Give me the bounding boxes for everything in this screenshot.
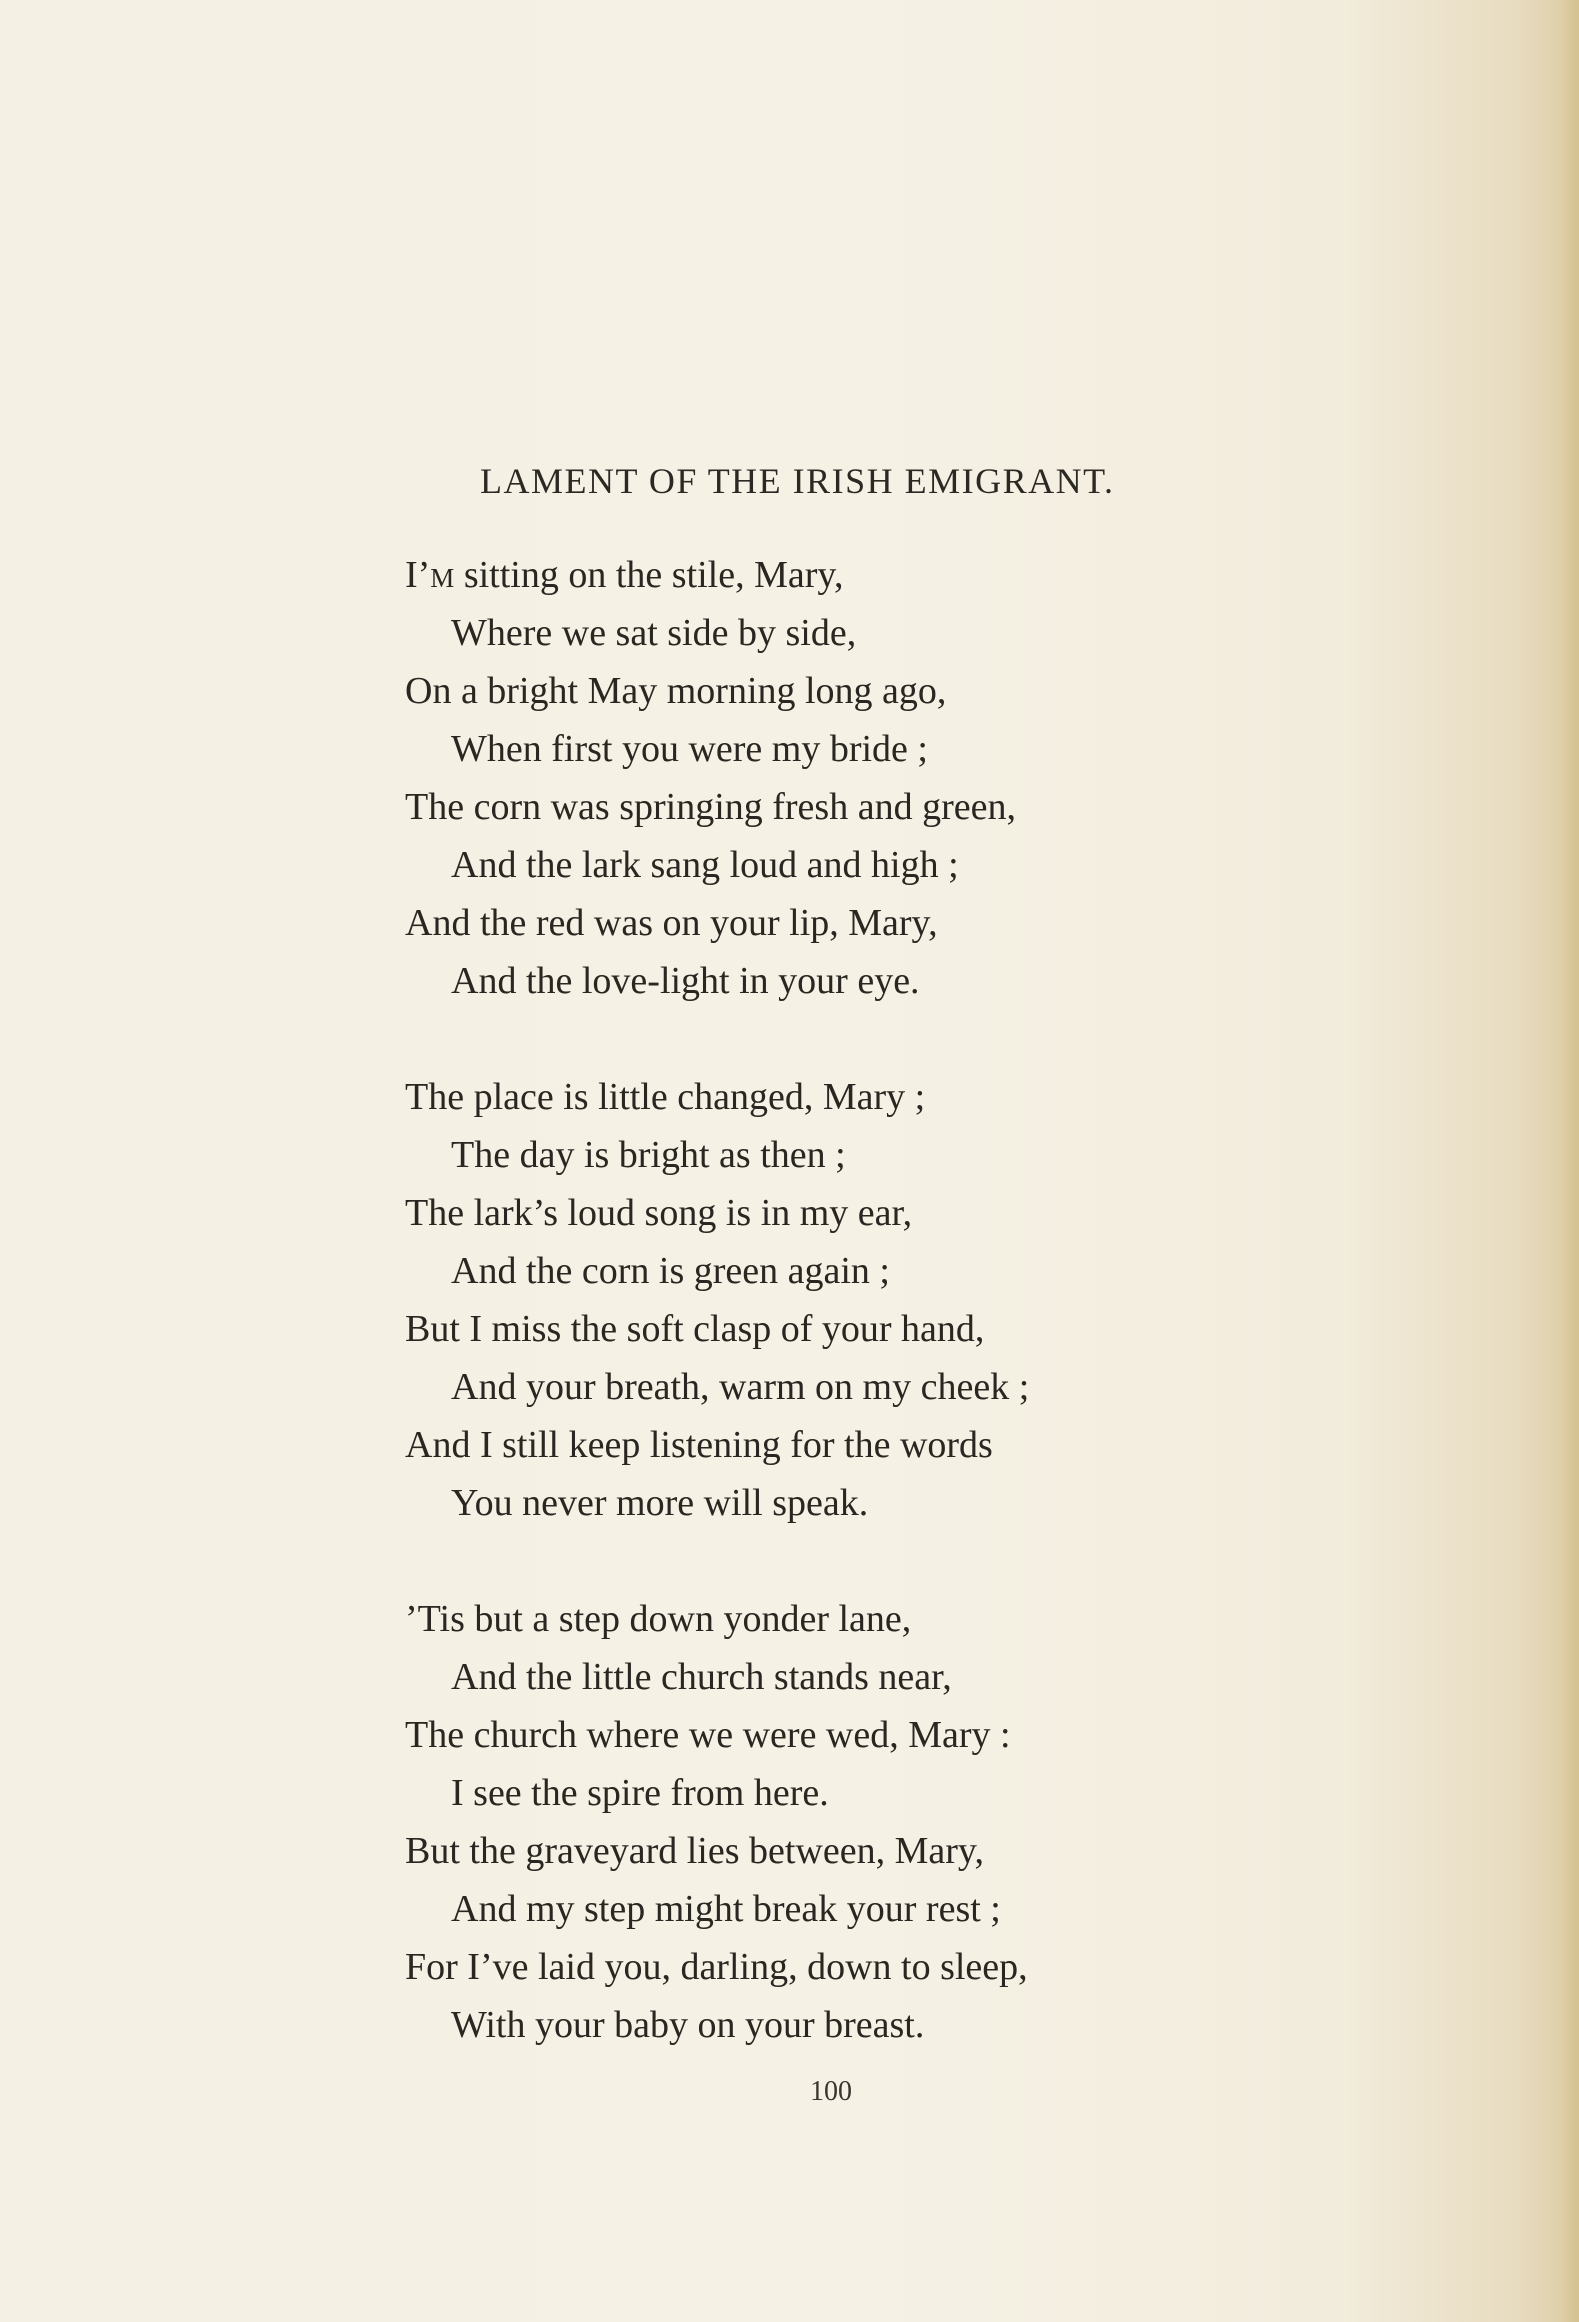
poem-line: I see the spire from here. <box>451 1772 829 1814</box>
poem-line: The church where we were wed, Mary : <box>405 1714 1011 1756</box>
poem-line: You never more will speak. <box>451 1482 869 1524</box>
stanza-3 <box>405 1590 1029 2054</box>
poem-line: But the graveyard lies between, Mary, <box>405 1830 984 1872</box>
poem-line: And your breath, warm on my cheek ; <box>451 1366 1030 1408</box>
poem-line: When first you were my bride ; <box>451 728 928 770</box>
poem-line: And I still keep listening for the words <box>405 1424 993 1466</box>
line-text: sitting on the stile, Mary, <box>454 554 844 596</box>
poem-line: For I’ve laid you, darling, down to sleep, <box>405 1946 1028 1988</box>
poem-line: And the corn is green again ; <box>451 1250 890 1292</box>
poem-line: But I miss the soft clasp of your hand, <box>405 1308 985 1350</box>
poem-title: LAMENT OF THE IRISH EMIGRANT. <box>480 461 1115 501</box>
poem-line: And the lark sang loud and high ; <box>451 844 959 886</box>
poem-line: The place is little changed, Mary ; <box>405 1076 926 1118</box>
opening-word: I’m <box>405 554 455 596</box>
poem-line: And the love-light in your eye. <box>451 960 920 1002</box>
stanza-1 <box>405 546 1029 1010</box>
poem-line: On a bright May morning long ago, <box>405 670 947 712</box>
poem-line: Where we sat side by side, <box>451 612 857 654</box>
poem-line <box>405 546 1029 604</box>
page-number: 100 <box>810 2076 852 2107</box>
poem-line: And the little church stands near, <box>451 1656 952 1698</box>
poem-line: And the red was on your lip, Mary, <box>405 902 938 944</box>
stanza-2 <box>405 1068 1029 1532</box>
poem-line: With your baby on your breast. <box>451 2004 925 2046</box>
page-edge-shadow <box>1559 0 1579 2322</box>
poem-line: The day is bright as then ; <box>451 1134 846 1176</box>
poem-line: And my step might break your rest ; <box>451 1888 1001 1930</box>
poem-line: ’Tis but a step down yonder lane, <box>405 1598 912 1640</box>
poem-body <box>405 546 1029 2112</box>
poem-line: The lark’s loud song is in my ear, <box>405 1192 913 1234</box>
poem-line: The corn was springing fresh and green, <box>405 786 1016 828</box>
